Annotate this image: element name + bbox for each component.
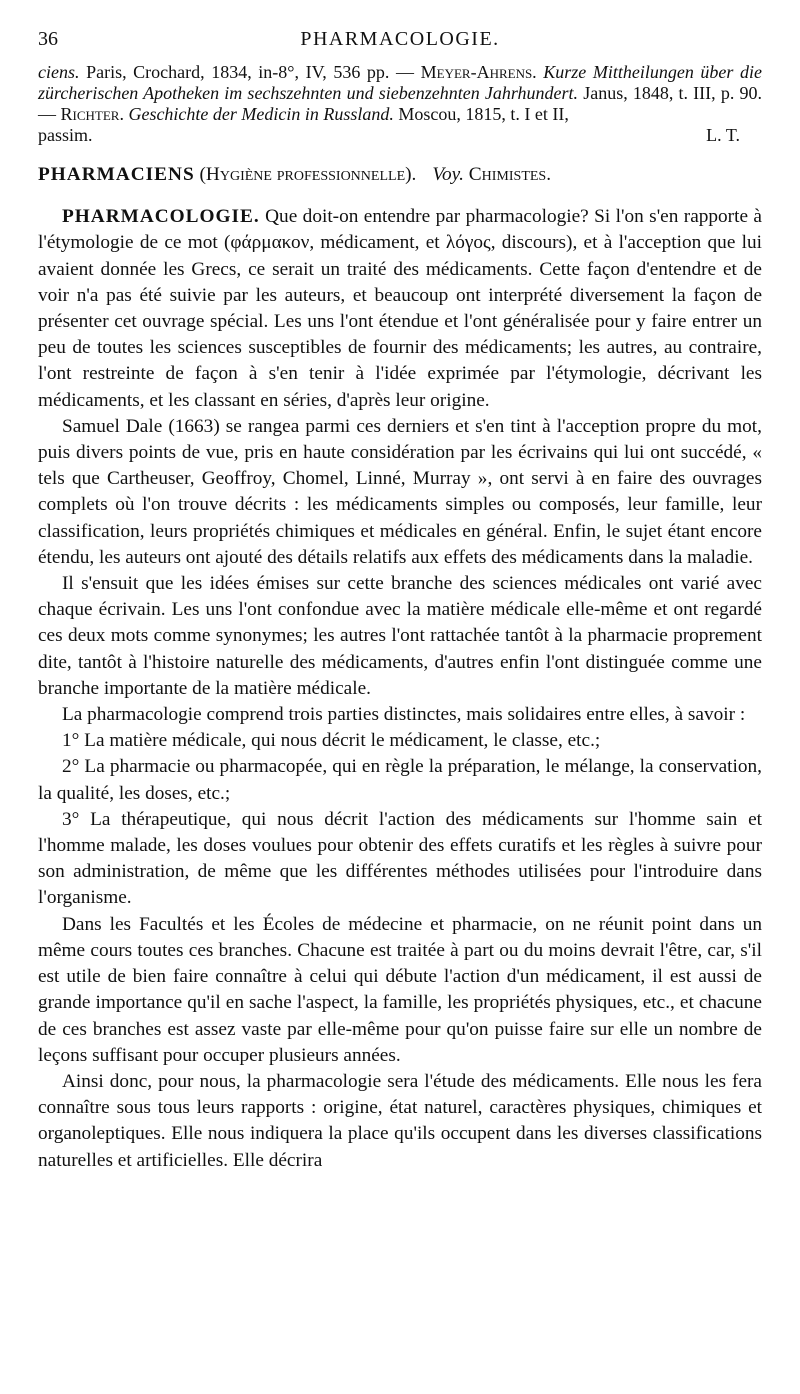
paragraph-text: Que doit-on entendre par pharmacologie? Si l'on s'en rapporte à l'étymologie de ce mot (φάρμακον, médicament, et λόγος, discours), et à l'acception que lui avaient donnée les Grecs, ce serait un traité des médicaments. Cette façon d'entendre et de voir n'a pas été suivie par les auteurs, et beaucoup ont interprété diversement la façon de présenter cet ouvrage spécial. Les uns l'ont étendue et l'ont généralisée pour y faire entrer un peu de toutes les sciences susceptibles de fournir des médicaments; les autres, au contraire, l'ont restreinte de façon à s'en tenir à l'idée exprimée par l'étymologie, décrivant les médicaments, et les classant en séries, d'après leur origine. (38, 206, 762, 411)
ref-fragment: passim. (38, 125, 93, 145)
paragraph (38, 204, 762, 414)
cross-ref-target: Chimistes. (463, 164, 552, 185)
paragraph: Samuel Dale (1663) se rangea parmi ces derniers et s'en tint à l'acception propre du mot, puis divers points de vue, pris en haute considération par les écrivains qui lui ont succédé, « tels que Cartheuser, Geoffroy, Chomel, Linné, Murray », ont servi à en faire des ouvrages complets où l'on trouve décrits : les médicaments simples ou composés, leur famille, leur classification, leurs propriétés chimiques et médicales en général. Enfin, le sujet étant encore étendu, les auteurs ont ajouté des détails relatifs aux effets des médicaments dans la maladie. (38, 415, 762, 568)
signature-line (38, 125, 762, 146)
page-number: 36 (38, 28, 58, 50)
entry-pharmacologie (38, 204, 762, 1174)
list-item: 1° La matière médicale, qui nous décrit le médicament, le classe, etc.; (62, 730, 601, 752)
cross-ref-voy: Voy. (432, 164, 464, 185)
paragraph: La pharmacologie comprend trois parties distinctes, mais solidaires entre elles, à savoir : (62, 704, 746, 726)
entry-headword: PHARMACOLOGIE. (62, 206, 260, 228)
entry-headword: PHARMACIENS (38, 164, 195, 185)
ref-fragment: ciens. (38, 62, 80, 82)
running-title: PHARMACOLOGIE. (300, 28, 500, 50)
author-signature: L. T. (706, 125, 740, 145)
ref-author: Meyer-Ahrens. (420, 62, 537, 82)
entry-pharmaciens (38, 162, 762, 188)
list-item: 2° La pharmacie ou pharmacopée, qui en règle la préparation, le mélange, la conservation, la qualité, les doses, etc.; (38, 756, 762, 804)
paragraph: Il s'ensuit que les idées émises sur cette branche des sciences médicales ont varié avec chaque écrivain. Les uns l'ont confondue avec la matière médicale elle-même et ont regardé ces deux mots comme synonymes; les autres l'ont rattachée tantôt à la pharmacie proprement dite, tantôt à l'histoire naturelle des médicaments, d'autres enfin l'ont distinguée comme une branche importante de la matière médicale. (38, 573, 762, 699)
list-item: 3° La thérapeutique, qui nous décrit l'action des médicaments sur l'homme sain et l'homme malade, les doses voulues pour obtenir des effets curatifs et les règles à suivre pour son administration, de même que les différentes méthodes utilisées pour l'introduire dans l'organisme. (38, 808, 762, 909)
ref-fragment: Moscou, 1815, t. I et II, (393, 104, 569, 124)
ref-title: Geschichte der Medicin in Russland. (123, 104, 394, 124)
ref-title: Kurze Mittheilungen über die zürcherischen Apotheken im sechszehnten und siebenzehnten Jahrhundert. (38, 62, 763, 103)
entry-subtitle: (Hygiène professionnelle). (194, 164, 417, 185)
ref-fragment: Paris, Crochard, 1834, in-8°, IV, 536 pp. — (79, 62, 421, 82)
paragraph: Ainsi donc, pour nous, la pharmacologie sera l'étude des médicaments. Elle nous les fera connaître sous tous leurs rapports : origine, état naturel, caractères physiques, chimiques et organoleptiques. Elle nous indiquera la place qu'ils occupent dans les diverses classifications naturelles et artificielles. Elle décrira (38, 1070, 762, 1171)
paragraph: Dans les Facultés et les Écoles de médecine et pharmacie, on ne réunit point dans un même cours toutes ces branches. Chacune est traitée à part ou du moins devrait l'être, car, s'il est utile de bien faire connaître à celui qui débute l'action d'un médicament, il est aussi de grande importance qu'il en sache l'aspect, la famille, les propriétés physiques, etc., et chacune de ces branches est assez vaste par elle-même pour qu'on puisse faire sur elle un nombre de leçons suffisant pour occuper plusieurs années. (38, 913, 762, 1066)
ref-author: Richter. (60, 104, 124, 124)
bibliography-block (38, 62, 762, 146)
running-header (38, 28, 762, 58)
ref-fragment: Janus, 1848, t. III, p. 90. — (38, 83, 762, 124)
